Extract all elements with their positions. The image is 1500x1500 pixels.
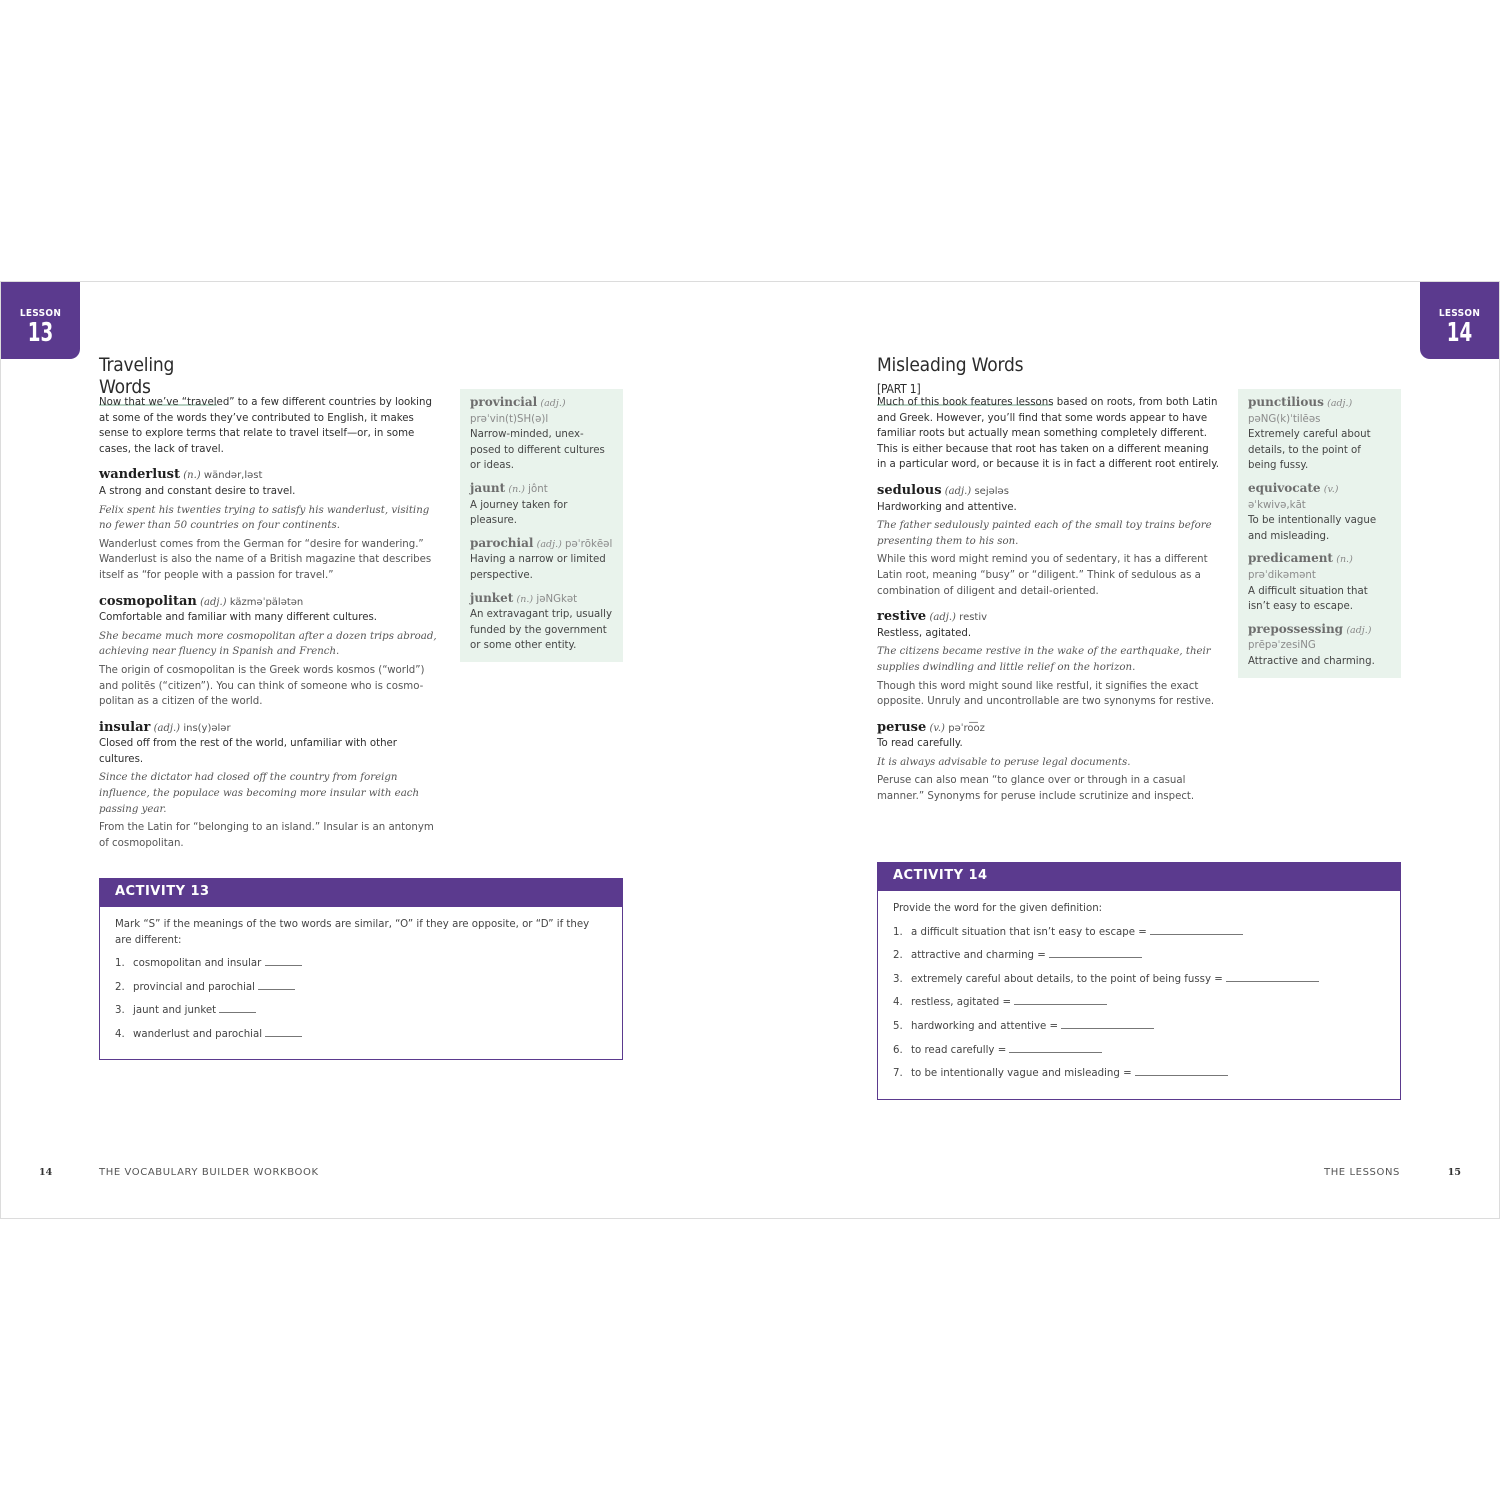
- item-text: hardworking and attentive =: [911, 1020, 1059, 1032]
- vocab-entry-cosmopolitan: [99, 594, 441, 710]
- definition: Comfortable and familiar with many different cultures.: [99, 612, 378, 624]
- activity-body: [878, 891, 1400, 1100]
- usage-note: While this word might remind you of sedentary, it has a different Latin root, meaning “busy” or “diligent.” Think of sedulous as a combination of diligent and detail-oriented.: [877, 554, 1208, 597]
- headword: prepossessing: [1248, 621, 1344, 636]
- item-text: restless, agitated =: [911, 997, 1012, 1009]
- item-number: 4.: [893, 997, 903, 1009]
- item-text: wanderlust and parochial: [133, 1028, 263, 1040]
- activity-item: [115, 956, 607, 972]
- right-page: [750, 282, 1500, 1218]
- headword: restive: [877, 609, 927, 625]
- headword: junket: [470, 590, 514, 605]
- headword: insular: [99, 719, 151, 735]
- book-spread: [0, 281, 1500, 1219]
- pronunciation: əˈkwivə,kāt: [1248, 499, 1306, 511]
- pronunciation: jônt: [528, 483, 548, 495]
- definition: Narrow-minded, unex-posed to different cultures or ideas.: [470, 429, 605, 472]
- pronunciation: prəˈvin(t)SH(ə)l: [470, 413, 549, 425]
- part-of-speech: (adj.): [929, 612, 956, 624]
- pronunciation: prəˈdikəmənt: [1248, 569, 1316, 581]
- item-number: 6.: [893, 1044, 903, 1056]
- page-title-text: Misleading Words: [877, 354, 1024, 376]
- answer-blank[interactable]: [258, 980, 295, 990]
- activity-title: ACTIVITY 14: [878, 863, 1400, 891]
- running-footer: THE LESSONS: [1323, 1167, 1400, 1178]
- definition: A journey taken for pleasure.: [470, 499, 568, 527]
- part-of-speech: (n.): [516, 593, 534, 605]
- pronunciation: pəˈro͞oz: [948, 722, 985, 734]
- intro-paragraph: Much of this book features lessons based on roots, from both Latin and Greek. However, you’ll find that some words appear to have familiar roots but actually mean something completely different. This is either because that root has taken on a different meaning in a particular word, or because it is in fact a different root entirely.: [877, 397, 1220, 471]
- running-footer: THE VOCABULARY BUILDER WORKBOOK: [99, 1167, 319, 1178]
- activity-item: [115, 1003, 607, 1019]
- activity-instructions: Mark “S” if the meanings of the two words are similar, “O” if they are opposite, or “D” if they are different:: [115, 919, 590, 946]
- part-of-speech: (adj.): [1327, 398, 1353, 409]
- item-number: 3.: [115, 1005, 125, 1017]
- answer-blank[interactable]: [265, 1027, 302, 1037]
- part-of-speech: (adj.): [536, 538, 562, 550]
- headword: sedulous: [877, 482, 942, 498]
- usage-note: Wanderlust comes from the German for “desire for wandering.” Wanderlust is also the name of a British magazine that describes itself as “for people with a passion for travel.”: [99, 538, 432, 581]
- answer-blank[interactable]: [1014, 995, 1107, 1005]
- activity-body: [100, 907, 622, 1061]
- answer-blank[interactable]: [1061, 1019, 1154, 1029]
- usage-note: The origin of cosmopolitan is the Greek words kosmos (“world”) and politēs (“citizen”). You can think of someone who is cosmo-politan as a citizen of the world.: [99, 664, 425, 708]
- left-page: [0, 282, 750, 1218]
- vocab-entry-sedulous: [877, 483, 1219, 599]
- answer-blank[interactable]: [1150, 925, 1243, 935]
- part-of-speech: (adj.): [200, 596, 227, 608]
- item-text: to read carefully =: [911, 1044, 1007, 1056]
- definition: Having a narrow or limited perspective.: [470, 554, 606, 581]
- pronunciation: pəˈrōkēəl: [565, 538, 613, 550]
- item-text: attractive and charming =: [911, 950, 1046, 962]
- answer-blank[interactable]: [219, 1003, 256, 1013]
- activity-item: [893, 1066, 1385, 1082]
- page-number: 15: [1447, 1167, 1461, 1178]
- activity-title: ACTIVITY 13: [100, 879, 622, 907]
- part-of-speech: (adj.): [540, 398, 566, 409]
- intro-paragraph: Now that we’ve “traveled” to a few different countries by looking at some of the words they’ve contributed to English, it makes sense to explore terms that relate to travel itself—or, in some cases, the lack of travel.: [99, 397, 432, 455]
- sidebar-entry-parochial: [470, 536, 613, 584]
- usage-note: Though this word might sound like restful, it signifies the exact opposite. Unruly and uncontrollable are two synonyms for restive.: [877, 680, 1215, 708]
- definition: Restless, agitated.: [877, 627, 972, 639]
- lesson-number: 13: [27, 318, 54, 348]
- part-of-speech: (adj.): [1346, 624, 1372, 636]
- sidebar-entry-jaunt: [470, 481, 613, 529]
- example-sentence: The citizens became restive in the wake of the earthquake, their supplies dwindling and little relief on the horizon.: [877, 646, 1211, 673]
- title-part: [PART 1]: [877, 382, 921, 396]
- definition: Closed off from the rest of the world, unfamiliar with other cultures.: [99, 738, 397, 765]
- item-number: 2.: [115, 981, 125, 993]
- headword: equivocate: [1248, 480, 1321, 495]
- sidebar-entry-provincial: [470, 395, 613, 474]
- activity-item: [893, 995, 1385, 1011]
- usage-note: From the Latin for “belonging to an island.” Insular is an antonym of cosmopolitan.: [99, 822, 434, 849]
- vocab-sidebar: [460, 389, 623, 662]
- headword: predicament: [1248, 551, 1333, 566]
- pronunciation: restiv: [959, 612, 988, 624]
- pronunciation: prēpəˈzesiNG: [1248, 640, 1316, 652]
- page-title-text: Traveling Words: [99, 354, 175, 398]
- headword: cosmopolitan: [99, 593, 197, 609]
- activity-item: [115, 980, 607, 996]
- lesson-label: LESSON: [19, 308, 62, 319]
- definition: To be intentionally vague and misleading.: [1248, 515, 1377, 542]
- definition: Hardworking and attentive.: [877, 501, 1017, 513]
- example-sentence: Felix spent his twenties trying to satisfy his wanderlust, visiting no fewer than 50 countries on four continents.: [99, 504, 430, 532]
- part-of-speech: (v.): [929, 722, 945, 734]
- item-text: extremely careful about details, to the point of being fussy =: [911, 973, 1223, 985]
- answer-blank[interactable]: [1135, 1066, 1228, 1076]
- part-of-speech: (adj.): [944, 485, 972, 497]
- usage-note: Peruse can also mean “to glance over or through in a casual manner.” Synonyms for peruse include scrutinize and inspect.: [877, 775, 1195, 803]
- pronunciation: käzməˈpälətən: [229, 596, 304, 608]
- item-text: cosmopolitan and insular: [133, 958, 262, 970]
- answer-blank[interactable]: [1226, 972, 1319, 982]
- definition: Extremely careful about details, to the point of being fussy.: [1248, 429, 1371, 472]
- activity-item: [893, 972, 1385, 988]
- page-number: 14: [39, 1167, 53, 1178]
- definition: Attractive and charming.: [1248, 655, 1375, 667]
- vocab-entry-insular: [99, 720, 441, 852]
- headword: punctilious: [1248, 395, 1324, 409]
- pronunciation: ins(y)ələr: [183, 722, 231, 734]
- headword: peruse: [877, 719, 927, 735]
- sidebar-entry-punctilious: [1248, 395, 1391, 474]
- answer-blank[interactable]: [1049, 948, 1142, 958]
- item-number: 1.: [115, 958, 125, 970]
- lesson-13-tab: [1, 282, 80, 359]
- vocab-entry-peruse: [877, 720, 1219, 805]
- lesson-number: 14: [1446, 318, 1473, 348]
- activity-13-box: [99, 878, 623, 1060]
- part-of-speech: (adj.): [153, 722, 181, 734]
- sidebar-entry-junket: [470, 591, 613, 654]
- activity-instructions: Provide the word for the given definition:: [893, 903, 1103, 914]
- pronunciation: sejələs: [974, 485, 1009, 497]
- vocab-entry-wanderlust: [99, 467, 441, 583]
- activity-item: [115, 1027, 607, 1043]
- vocab-entry-restive: [877, 609, 1219, 710]
- headword: jaunt: [470, 480, 506, 495]
- item-number: 1.: [893, 926, 903, 938]
- item-number: 5.: [893, 1020, 903, 1032]
- item-text: to be intentionally vague and misleading =: [911, 1068, 1132, 1080]
- activity-item: [893, 925, 1385, 941]
- pronunciation: wändər,ləst: [203, 470, 263, 482]
- pronunciation: jəNGkət: [536, 593, 578, 605]
- activity-item: [893, 948, 1385, 964]
- activity-item: [893, 1043, 1385, 1059]
- definition: An extravagant trip, usually funded by the government or some other entity.: [470, 609, 612, 652]
- example-sentence: She became much more cosmopolitan after a dozen trips abroad, achieving near fluency in Spanish and French.: [99, 630, 437, 658]
- pronunciation: pəNG(k)ˈtilēəs: [1248, 413, 1321, 425]
- example-sentence: The father sedulously painted each of the small toy trains before presenting them to his son.: [877, 520, 1212, 547]
- part-of-speech: (v.): [1323, 483, 1339, 495]
- item-number: 7.: [893, 1068, 903, 1080]
- answer-blank[interactable]: [1009, 1043, 1102, 1053]
- answer-blank[interactable]: [265, 956, 302, 966]
- main-column: [877, 395, 1219, 805]
- definition: A strong and constant desire to travel.: [99, 485, 296, 497]
- part-of-speech: (n.): [508, 483, 525, 495]
- main-column: [99, 395, 441, 851]
- item-text: provincial and parochial: [133, 981, 255, 993]
- activity-item: [893, 1019, 1385, 1035]
- headword: provincial: [470, 395, 538, 409]
- item-text: jaunt and junket: [133, 1005, 217, 1017]
- item-text: a difficult situation that isn’t easy to escape =: [911, 926, 1147, 938]
- definition: A difficult situation that isn’t easy to escape.: [1248, 585, 1368, 613]
- definition: To read carefully.: [877, 738, 963, 750]
- sidebar-entry-equivocate: [1248, 481, 1391, 544]
- item-number: 4.: [115, 1028, 125, 1040]
- item-number: 2.: [893, 950, 903, 962]
- part-of-speech: (n.): [1336, 554, 1353, 566]
- example-sentence: Since the dictator had closed off the country from foreign influence, the populace was becoming more insular with each passing year.: [99, 772, 420, 815]
- lesson-14-tab: [1420, 282, 1499, 359]
- part-of-speech: (n.): [183, 470, 201, 482]
- item-number: 3.: [893, 973, 903, 985]
- headword: parochial: [470, 535, 534, 550]
- sidebar-entry-prepossessing: [1248, 622, 1391, 670]
- activity-14-box: [877, 862, 1401, 1100]
- example-sentence: It is always advisable to peruse legal documents.: [877, 756, 1131, 768]
- sidebar-entry-predicament: [1248, 551, 1391, 614]
- headword: wanderlust: [99, 467, 180, 483]
- vocab-sidebar: [1238, 389, 1401, 678]
- lesson-label: LESSON: [1438, 308, 1481, 319]
